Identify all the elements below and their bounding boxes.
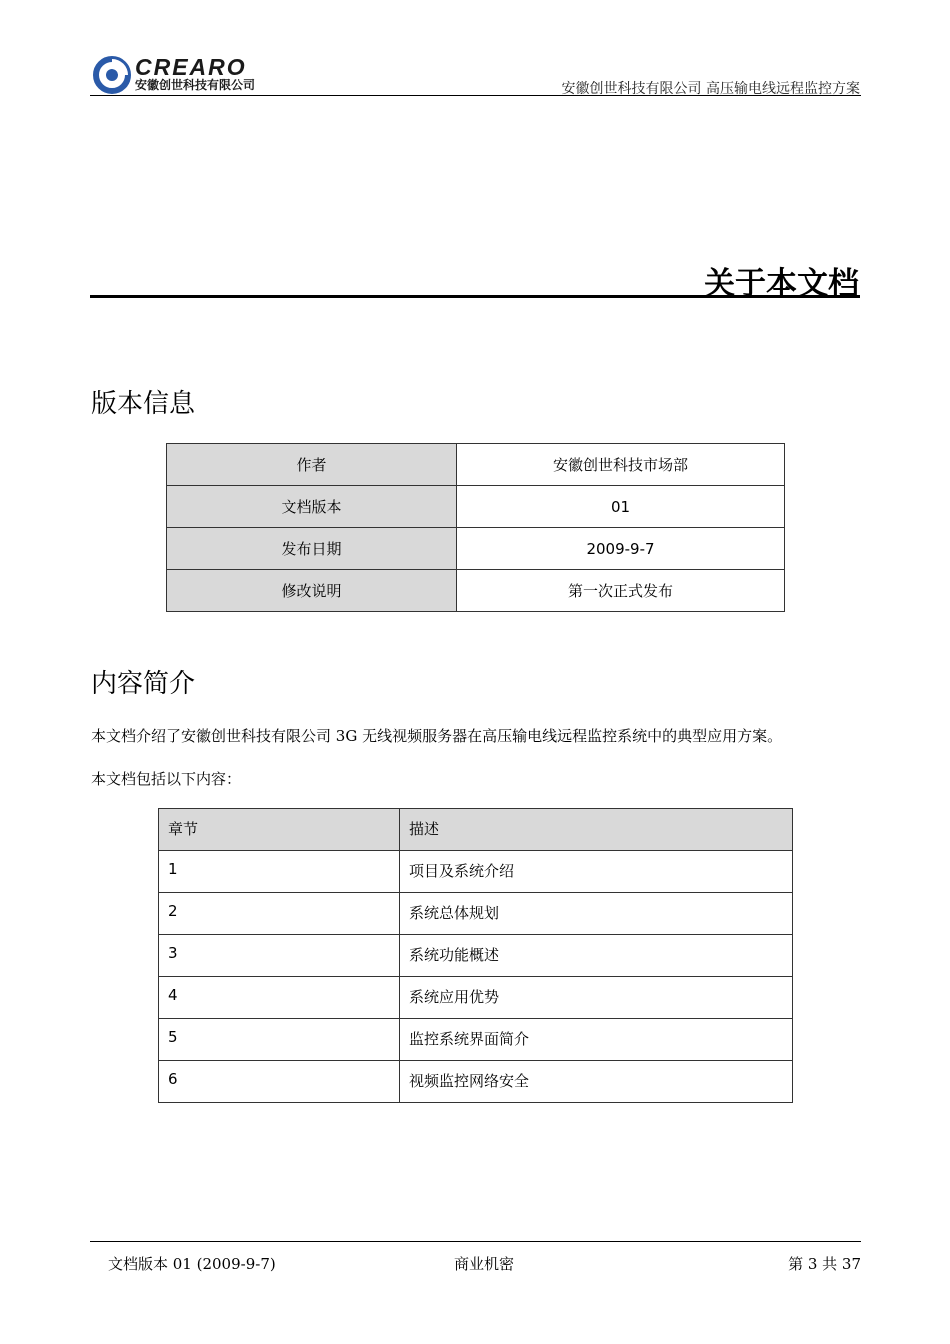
column-header-desc: 描述 [400, 809, 793, 851]
chapter-desc: 视频监控网络安全 [400, 1061, 793, 1103]
chapter-number: 1 [159, 851, 400, 893]
version-value: 2009-9-7 [457, 528, 785, 570]
table-header-row [159, 809, 793, 851]
version-value: 第一次正式发布 [457, 570, 785, 612]
table-row [167, 486, 785, 528]
table-row [167, 528, 785, 570]
chapters-table [158, 808, 793, 1103]
chapter-desc: 监控系统界面简介 [400, 1019, 793, 1061]
logo-mark-icon [93, 56, 131, 94]
chapter-number: 5 [159, 1019, 400, 1061]
chapter-desc: 系统功能概述 [400, 935, 793, 977]
title-rule [90, 295, 860, 298]
version-key: 文档版本 [167, 486, 457, 528]
content-heading: 内容简介 [91, 669, 196, 699]
table-row [167, 444, 785, 486]
table-row [159, 977, 793, 1019]
version-key: 发布日期 [167, 528, 457, 570]
chapter-desc: 项目及系统介绍 [400, 851, 793, 893]
footer-confidential: 商业机密 [454, 1255, 515, 1273]
intro-paragraph: 本文档介绍了安徽创世科技有限公司 3G 无线视频服务器在高压输电线远程监控系统中的典型应用方案。 [91, 727, 783, 745]
table-row [159, 1061, 793, 1103]
table-row [159, 851, 793, 893]
version-value: 安徽创世科技市场部 [457, 444, 785, 486]
header-doc-title: 安徽创世科技有限公司 高压输电线远程监控方案 [561, 81, 860, 97]
page-title: 关于本文档 [704, 266, 859, 302]
chapter-number: 2 [159, 893, 400, 935]
version-value: 01 [457, 486, 785, 528]
table-row [159, 893, 793, 935]
logo-company-name: 安徽创世科技有限公司 [135, 78, 256, 92]
footer-page-number: 第 3 共 37 [788, 1255, 861, 1273]
footer-version: 文档版本 01 (2009-9-7) [108, 1255, 276, 1273]
table-row [167, 570, 785, 612]
column-header-chapter: 章节 [159, 809, 400, 851]
chapter-desc: 系统总体规划 [400, 893, 793, 935]
table-row [159, 1019, 793, 1061]
version-key: 作者 [167, 444, 457, 486]
chapter-number: 4 [159, 977, 400, 1019]
logo-word: CREARO [135, 54, 247, 80]
table-row [159, 935, 793, 977]
header-divider [90, 95, 861, 96]
includes-paragraph: 本文档包括以下内容： [91, 770, 242, 788]
version-heading: 版本信息 [91, 389, 196, 419]
footer-divider [90, 1241, 861, 1242]
company-logo [93, 56, 293, 96]
chapter-desc: 系统应用优势 [400, 977, 793, 1019]
chapter-number: 3 [159, 935, 400, 977]
chapter-number: 6 [159, 1061, 400, 1103]
version-table [166, 443, 785, 612]
version-key: 修改说明 [167, 570, 457, 612]
